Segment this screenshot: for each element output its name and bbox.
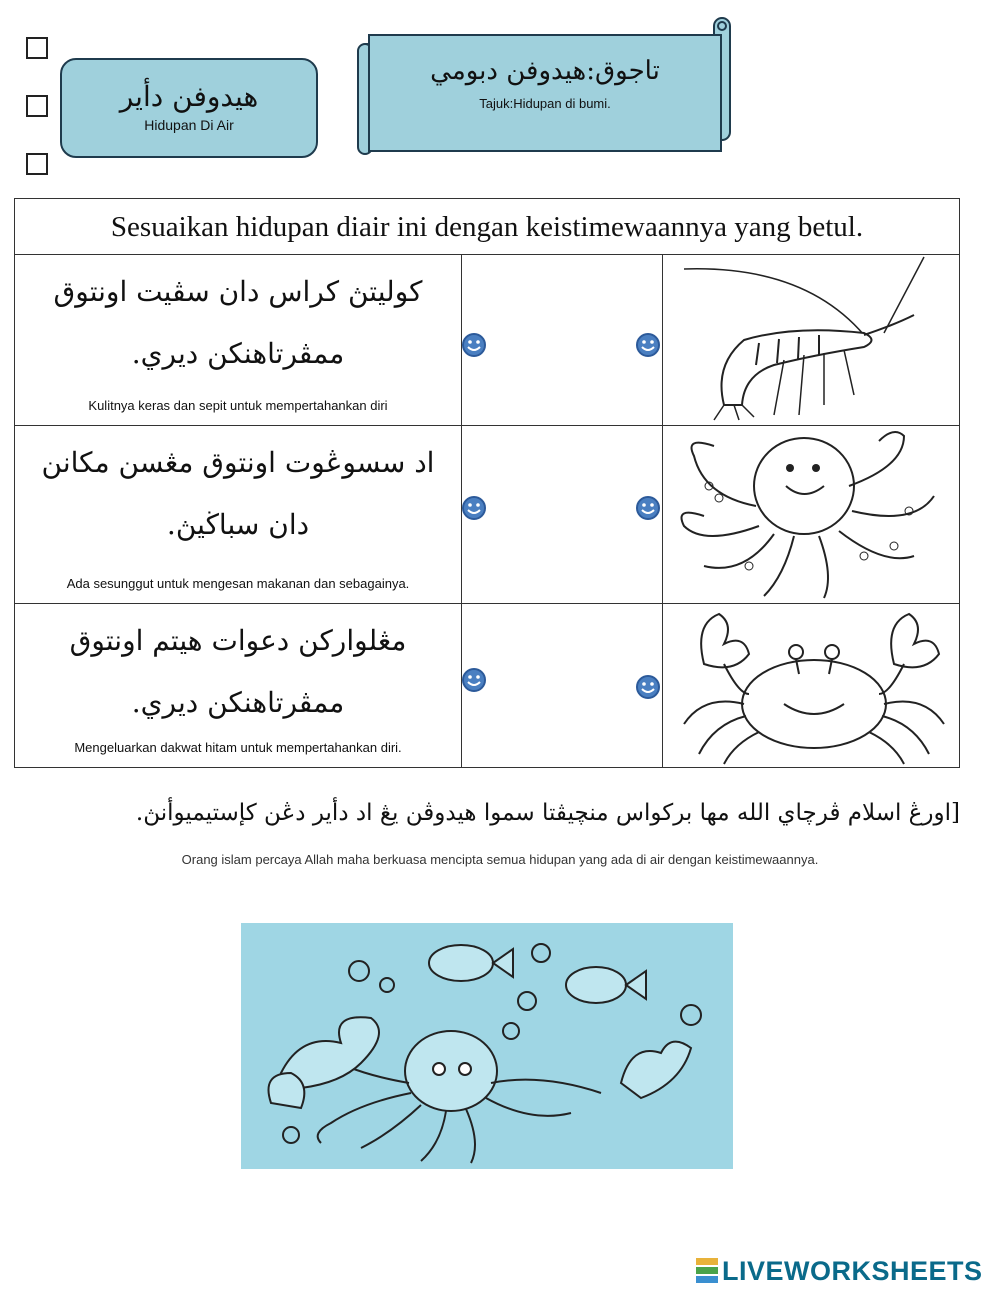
liveworksheets-logo-icon [696, 1258, 718, 1284]
topic-roman: Tajuk:Hidupan di bumi. [479, 96, 611, 111]
footer-brand [696, 1256, 983, 1286]
table-row [15, 255, 959, 425]
scroll-body [368, 34, 722, 152]
feature-jawi: اد سسوڠوت اونتوق مڠسن مكانن دان سباڬيڽ. [41, 446, 435, 541]
checkbox-1[interactable] [26, 37, 48, 59]
smiley-connector-icon[interactable] [635, 332, 661, 358]
animal-cell [664, 604, 959, 767]
crab-icon [664, 604, 959, 768]
match-area [463, 426, 663, 603]
matching-table [14, 198, 960, 768]
animal-cell [664, 426, 959, 603]
title-box [60, 58, 318, 158]
smiley-connector-icon[interactable] [461, 667, 487, 693]
title-roman: Hidupan Di Air [144, 117, 234, 133]
smiley-connector-icon[interactable] [461, 332, 487, 358]
animal-cell [664, 255, 959, 425]
closing-roman: Orang islam percaya Allah maha berkuasa mencipta semua hidupan yang ada di air dengan keistimewaannya. [181, 852, 819, 867]
checkbox-2[interactable] [26, 95, 48, 117]
smiley-connector-icon[interactable] [635, 495, 661, 521]
feature-roman: Kulitnya keras dan sepit untuk mempertahankan diri [88, 398, 388, 413]
brand-name: LIVEWORKSHEETS [722, 1255, 983, 1286]
feature-jawi: مڠلواركن دعوات هيتم اونتوق ممڤرتاهنكن ديري. [69, 624, 407, 719]
match-area [463, 604, 663, 767]
feature-cell [15, 426, 462, 603]
checkbox-3[interactable] [26, 153, 48, 175]
topic-scroll [354, 14, 736, 160]
feature-jawi: كوليتڽ كراس دان سڤيت اونتوق ممڤرتاهنكن ديري. [53, 275, 423, 370]
feature-roman: Mengeluarkan dakwat hitam untuk mempertahankan diri. [74, 740, 402, 755]
topic-jawi: تاجوق:هيدوفن دبومي [430, 56, 660, 86]
smiley-connector-icon[interactable] [461, 495, 487, 521]
instruction: Sesuaikan hidupan diair ini dengan keistimewaannya yang betul. [15, 199, 959, 255]
closing-jawi-text: اورڠ اسلام ڤرچاي الله مها بركواس منچيڤتا سموا هيدوڤن يڠ اد دأير دڠن كإستيميوأنڽ. [135, 800, 952, 826]
feature-cell [15, 604, 462, 767]
sea-scene-icon [241, 923, 733, 1169]
table-row [15, 425, 959, 603]
match-area [463, 255, 663, 425]
sea-illustration [241, 923, 733, 1169]
feature-roman: Ada sesunggut untuk mengesan makanan dan sebagainya. [66, 576, 410, 591]
shrimp-icon [664, 255, 959, 425]
smiley-connector-icon[interactable] [635, 674, 661, 700]
title-jawi: هيدوفن دأير [119, 80, 259, 113]
feature-cell [15, 255, 462, 425]
closing-bracket: [ [951, 800, 960, 826]
octopus-icon [664, 426, 959, 604]
closing-jawi [20, 800, 960, 826]
table-row [15, 603, 959, 767]
